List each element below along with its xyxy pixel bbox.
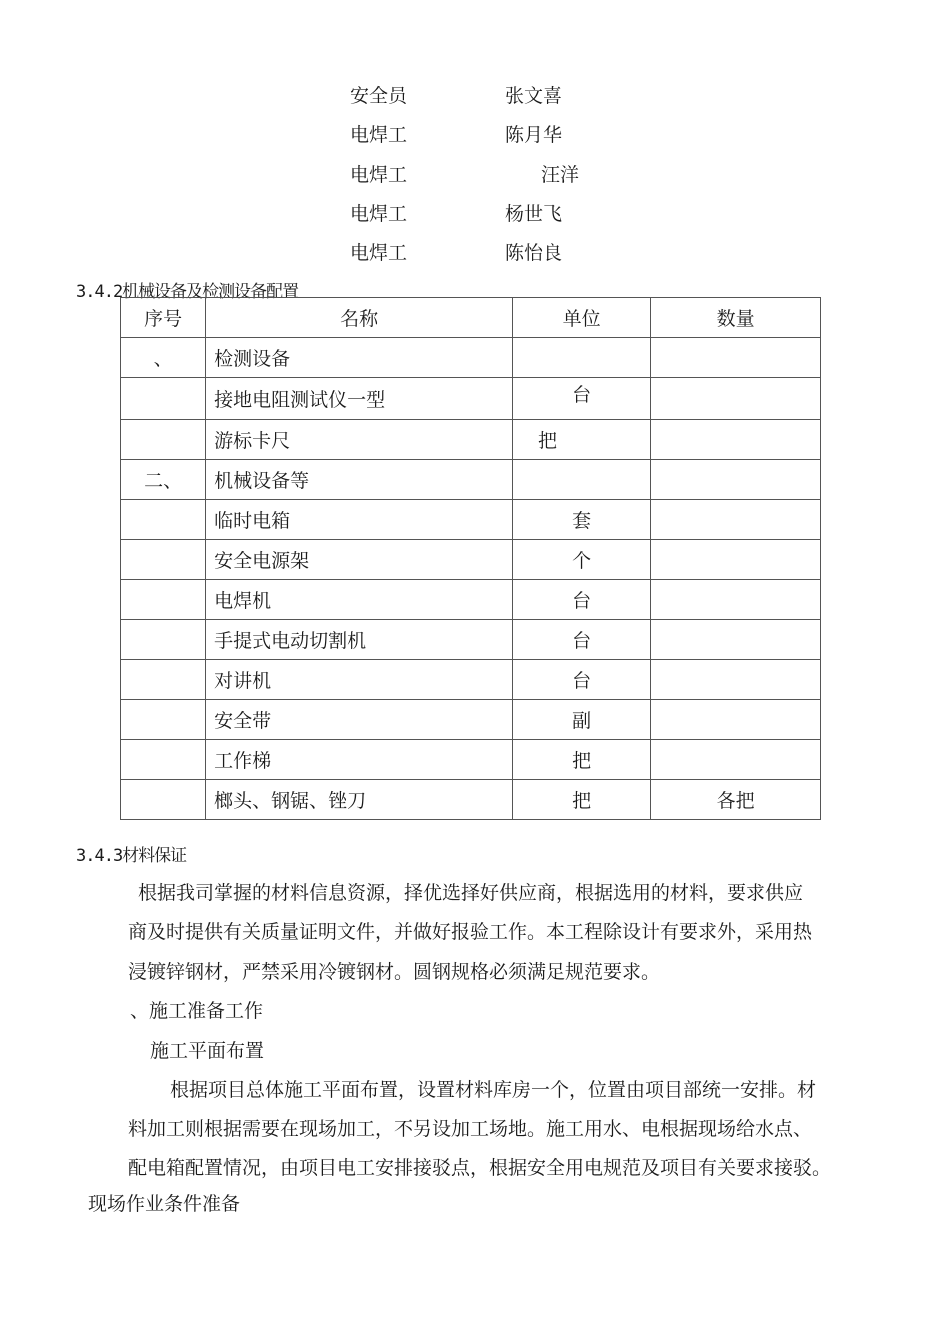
cell-no (121, 378, 206, 420)
cell-unit: 台 (513, 620, 651, 660)
cell-no (121, 660, 206, 700)
paragraph-line: 浸镀锌钢材，严禁采用冷镀钢材。圆钢规格必须满足规范要求。 (128, 961, 661, 983)
cell-unit: 副 (513, 700, 651, 740)
cell-no (121, 580, 206, 620)
cell-qty (651, 540, 821, 580)
table-header-row (121, 298, 821, 338)
cell-unit: 把 (513, 420, 651, 460)
table-row (121, 460, 821, 500)
cell-no (121, 740, 206, 780)
cell-qty (651, 460, 821, 500)
cell-qty (651, 660, 821, 700)
cell-qty (651, 580, 821, 620)
cell-qty (651, 620, 821, 660)
paragraph-line: 根据项目总体施工平面布置，设置材料库房一个，位置由项目部统一安排。材 (170, 1079, 817, 1101)
subsection-heading: 施工平面布置 (150, 1040, 265, 1062)
paragraph-line: 根据我司掌握的材料信息资源，择优选择好供应商，根据选用的材料，要求供应 (138, 882, 804, 904)
cell-qty (651, 700, 821, 740)
staff-role: 电焊工 (350, 242, 408, 264)
cell-qty (651, 740, 821, 780)
column-header: 序号 (121, 298, 206, 338)
cell-no (121, 500, 206, 540)
cell-name: 手提式电动切割机 (206, 620, 513, 660)
cell-unit: 把 (513, 740, 651, 780)
column-header: 名称 (206, 298, 513, 338)
staff-role: 电焊工 (350, 203, 408, 225)
cell-unit: 套 (513, 500, 651, 540)
paragraph-line: 配电箱配置情况，由项目电工安排接驳点，根据安全用电规范及项目有关要求接驳。 (128, 1157, 832, 1179)
paragraph-line: 料加工则根据需要在现场加工，不另设加工场地。施工用水、电根据现场给水点、 (128, 1118, 813, 1140)
table-row (121, 780, 821, 820)
staff-role: 安全员 (350, 85, 408, 107)
cell-no (121, 620, 206, 660)
table-row (121, 500, 821, 540)
cell-name: 临时电箱 (206, 500, 513, 540)
subsection-heading: 现场作业条件准备 (88, 1193, 241, 1215)
column-header: 单位 (513, 298, 651, 338)
table-row (121, 338, 821, 378)
cell-unit: 把 (513, 780, 651, 820)
equipment-table (120, 297, 821, 820)
cell-no: 、 (121, 338, 206, 378)
cell-name: 对讲机 (206, 660, 513, 700)
cell-qty (651, 338, 821, 378)
cell-unit: 台 (513, 660, 651, 700)
table-row (121, 740, 821, 780)
cell-unit: 台 (513, 378, 651, 420)
staff-name: 陈月华 (505, 124, 563, 146)
cell-unit (513, 460, 651, 500)
cell-qty (651, 500, 821, 540)
staff-name: 张文喜 (505, 85, 563, 107)
cell-name: 工作梯 (206, 740, 513, 780)
staff-name: 汪洋 (541, 164, 580, 186)
staff-role: 电焊工 (350, 124, 408, 146)
cell-name: 安全电源架 (206, 540, 513, 580)
cell-name: 电焊机 (206, 580, 513, 620)
cell-name: 接地电阻测试仪一型 (206, 378, 513, 420)
paragraph-line: 商及时提供有关质量证明文件，并做好报验工作。本工程除设计有要求外，采用热 (128, 921, 813, 943)
cell-no (121, 780, 206, 820)
staff-name: 杨世飞 (505, 203, 563, 225)
staff-name: 陈怡良 (505, 242, 563, 264)
cell-unit (513, 338, 651, 378)
table-row (121, 540, 821, 580)
cell-name: 榔头、钢锯、锉刀 (206, 780, 513, 820)
table-row (121, 378, 821, 420)
cell-unit: 个 (513, 540, 651, 580)
column-header: 数量 (651, 298, 821, 338)
cell-no: 二、 (121, 460, 206, 500)
cell-unit: 台 (513, 580, 651, 620)
cell-name: 检测设备 (206, 338, 513, 378)
table-row (121, 660, 821, 700)
cell-qty (651, 378, 821, 420)
cell-name: 机械设备等 (206, 460, 513, 500)
section-heading-prep: 、施工准备工作 (130, 1000, 264, 1022)
cell-no (121, 420, 206, 460)
cell-no (121, 700, 206, 740)
cell-name: 安全带 (206, 700, 513, 740)
table-row (121, 580, 821, 620)
cell-name: 游标卡尺 (206, 420, 513, 460)
table-row (121, 700, 821, 740)
section-heading-343: 3.4.3材料保证 (76, 846, 187, 866)
cell-no (121, 540, 206, 580)
staff-role: 电焊工 (350, 164, 408, 186)
cell-qty: 各把 (651, 780, 821, 820)
section-heading-342: 3.4.2机械设备及检测设备配置 (76, 282, 299, 302)
cell-qty (651, 420, 821, 460)
table-row (121, 620, 821, 660)
table-row (121, 420, 821, 460)
